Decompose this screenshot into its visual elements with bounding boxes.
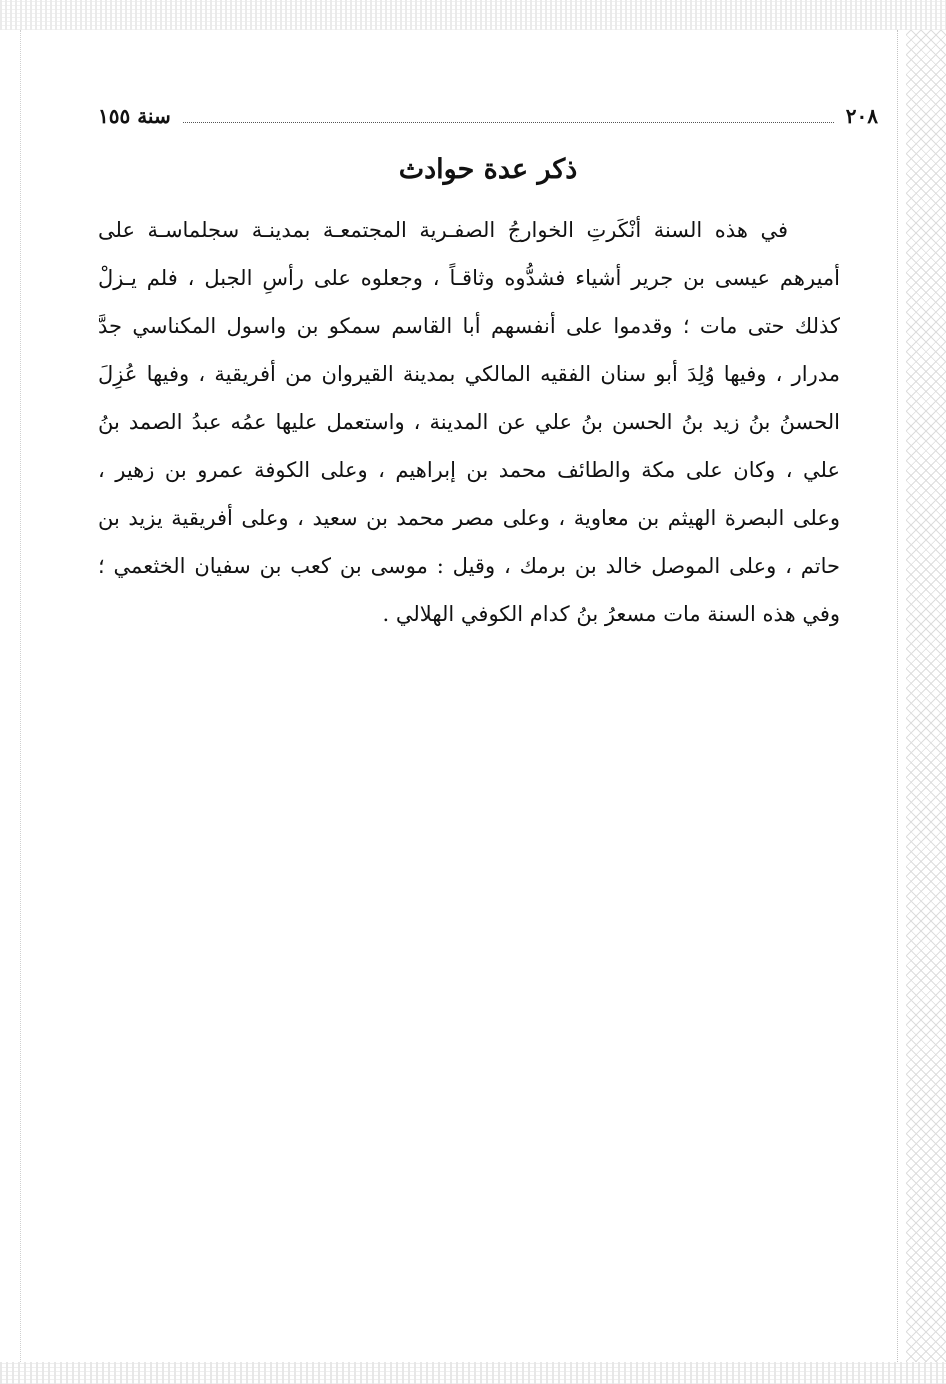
paragraph xyxy=(98,206,840,638)
scan-border-line xyxy=(897,30,898,1362)
dotted-leader xyxy=(183,122,834,123)
text-line: علي ، وكان على مكة والطائف محمد بن إبراهيم ، وعلى الكوفة عمرو بن زهير ، xyxy=(98,458,840,482)
text-line: الحسنُ بنُ زيد بنُ الحسن بنُ علي عن المدينة ، واستعمل عليها عمُه عبدُ الصمد بنُ xyxy=(98,410,840,434)
text-line: أميرهم عيسى بن جرير أشياء فشدُّوه وثاقـاً ، وجعلوه على رأسِ الجبل ، فلم يـزلْ xyxy=(98,266,840,290)
text-line: مدرار ، وفيها وُلِدَ أبو سنان الفقيه المالكي بمدينة القيروان من أفريقية ، وفيها عُزِلَ xyxy=(98,362,840,386)
scan-edge-right xyxy=(906,30,946,1362)
text-line: وفي هذه السنة مات مسعرُ بنُ كدام الكوفي الهلالي . xyxy=(382,602,840,626)
text-line: حاتم ، وعلى الموصل خالد بن برمك ، وقيل : موسى بن كعب بن سفيان الخثعمي ؛ xyxy=(98,554,840,578)
text-line: كذلك حتى مات ؛ وقدموا على أنفسهم أبا القاسم سمكو بن واسول المكناسي جدَّ xyxy=(98,314,840,338)
scan-edge-left xyxy=(20,30,21,1362)
section-title: ذكر عدة حوادث xyxy=(398,154,578,185)
scan-edge-bottom xyxy=(0,1362,946,1384)
text-line: في هذه السنة أنْكَرتِ الخوارجُ الصفـرية المجتمعـة بمدينـة سجلماسـة على xyxy=(98,218,788,242)
page-header xyxy=(98,96,878,136)
text-line: وعلى البصرة الهيثم بن معاوية ، وعلى مصر محمد بن سعيد ، وعلى أفريقية يزيد بن xyxy=(98,506,840,530)
running-head-year: سنة ١٥٥ xyxy=(98,104,171,128)
page-number: ٢٠٨ xyxy=(845,104,878,128)
scan-edge-top xyxy=(0,0,946,30)
